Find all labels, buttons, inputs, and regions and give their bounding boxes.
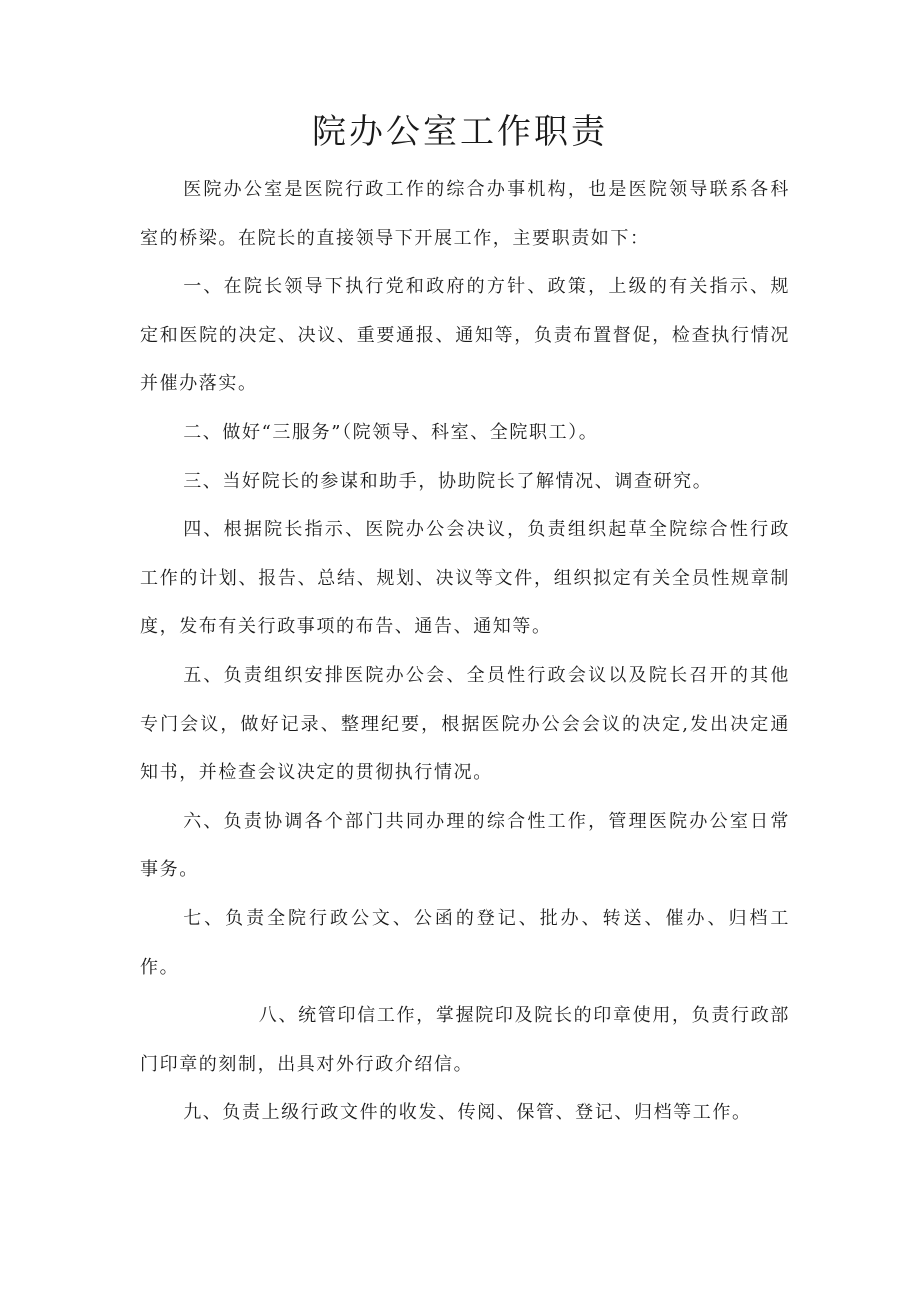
paragraph-duty-8: 八、统管印信工作，掌握院印及院长的印章使用，负责行政部门印章的刻制，出具对外行政介绍信。 [140, 1005, 790, 1075]
document-title: 院办公室工作职责 [312, 112, 608, 152]
paragraph-duty-6: 六、负责协调各个部门共同办理的综合性工作，管理医院办公室日常事务。 [140, 810, 790, 881]
paragraph-duty-4: 四、根据院长指示、医院办公会决议，负责组织起草全院综合性行政工作的计划、报告、总结、规划、决议等文件，组织拟定有关全员性规章制度，发布有关行政事项的布告、通告、通知等。 [140, 519, 790, 638]
paragraph-duty-7: 七、负责全院行政公文、公函的登记、批办、转送、催办、归档工作。 [140, 907, 790, 978]
paragraph-duty-1: 一、在院长领导下执行党和政府的方针、政策，上级的有关指示、规定和医院的决定、决议、重要通报、通知等，负责布置督促，检查执行情况并催办落实。 [140, 276, 790, 395]
paragraph-duty-3: 三、当好院长的参谋和助手，协助院长了解情况、调查研究。 [183, 470, 713, 492]
document-body [140, 166, 790, 1138]
paragraph-intro: 医院办公室是医院行政工作的综合办事机构，也是医院领导联系各科室的桥梁。在院长的直接领导下开展工作，主要职责如下： [140, 179, 790, 249]
paragraph-duty-5: 五、负责组织安排医院办公会、全员性行政会议以及院长召开的其他专门会议，做好记录、整理纪要，根据医院办公会会议的决定,发出决定通知书，并检查会议决定的贯彻执行情况。 [140, 664, 790, 784]
paragraph-duty-9: 九、负责上级行政文件的收发、传阅、保管、登记、归档等工作。 [183, 1102, 752, 1124]
paragraph-duty-2: 二、做好“三服务”（院领导、科室、全院职工）。 [183, 421, 599, 443]
